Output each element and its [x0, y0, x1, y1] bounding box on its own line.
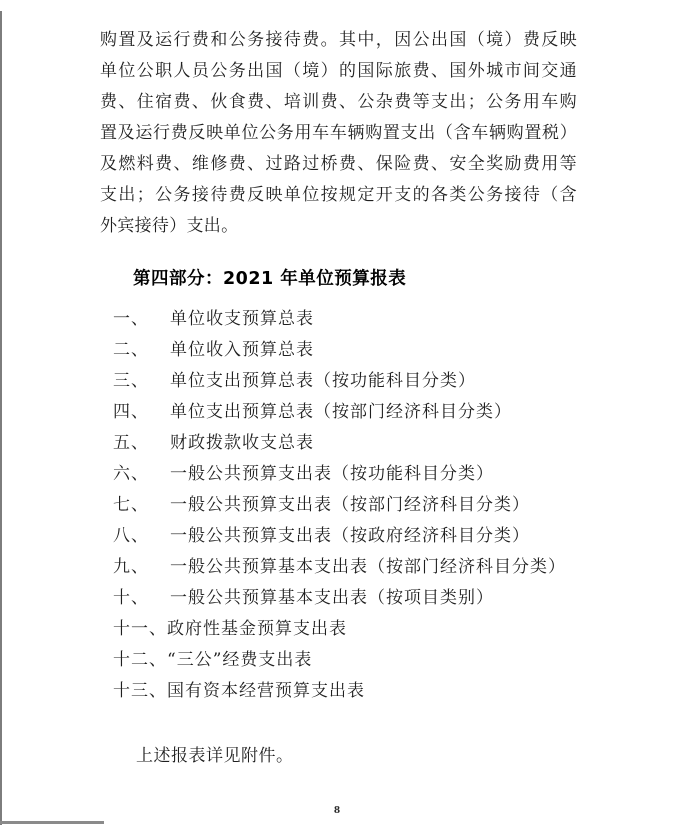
paragraph-line: 单位公职人员公务出国（境）的国际旅费、国外城市间交通	[100, 61, 577, 81]
item-number: 三、	[113, 371, 149, 391]
item-label: 财政拨款收支总表	[170, 433, 314, 453]
item-number: 五、	[113, 433, 149, 453]
section-heading: 第四部分：2021 年单位预算报表	[133, 269, 407, 289]
report-list-item	[113, 614, 577, 645]
scan-edge-bottom-artifact	[0, 821, 104, 824]
page-content	[100, 25, 577, 772]
item-label: 一般公共预算支出表（按功能科目分类）	[170, 464, 494, 484]
paragraph-line: 支出；公务接待费反映单位按规定开支的各类公务接待（含	[100, 185, 577, 205]
scan-edge-left-artifact	[0, 11, 2, 825]
report-list-item	[113, 552, 577, 583]
report-list-item	[113, 583, 577, 614]
report-list-item	[113, 459, 577, 490]
item-number: 八、	[113, 526, 149, 546]
page-number: 8	[333, 806, 341, 816]
closing-note: 上述报表详见附件。	[136, 746, 294, 766]
item-label: 一般公共预算支出表（按部门经济科目分类）	[170, 495, 530, 515]
item-label: “三公”经费支出表	[167, 650, 313, 670]
item-label: 国有资本经营预算支出表	[167, 681, 365, 701]
item-number: 四、	[113, 402, 149, 422]
paragraph-line: 费、住宿费、伙食费、培训费、公杂费等支出；公务用车购	[100, 92, 577, 112]
item-number: 一、	[113, 309, 149, 329]
report-list-item	[113, 490, 577, 521]
report-list-item	[113, 397, 577, 428]
item-number: 十、	[113, 588, 149, 608]
paragraph-line: 购置及运行费和公务接待费。其中，因公出国（境）费反映	[100, 30, 577, 50]
report-list-item	[113, 366, 577, 397]
report-list	[100, 304, 577, 707]
item-number: 十一、	[113, 619, 167, 639]
item-label: 单位收支预算总表	[170, 309, 314, 329]
report-list-item	[113, 645, 577, 676]
paragraph-line: 置及运行费反映单位公务用车车辆购置支出（含车辆购置税）	[100, 123, 577, 143]
report-list-item	[113, 335, 577, 366]
intro-paragraph	[100, 25, 577, 242]
item-label: 政府性基金预算支出表	[167, 619, 347, 639]
item-label: 一般公共预算基本支出表（按项目类别）	[170, 588, 494, 608]
item-label: 一般公共预算支出表（按政府经济科目分类）	[170, 526, 530, 546]
report-list-item	[113, 428, 577, 459]
paragraph-line: 外宾接待）支出。	[100, 216, 239, 236]
item-label: 一般公共预算基本支出表（按部门经济科目分类）	[170, 557, 566, 577]
item-number: 九、	[113, 557, 149, 577]
item-label: 单位收入预算总表	[170, 340, 314, 360]
item-number: 十三、	[113, 681, 167, 701]
item-number: 二、	[113, 340, 149, 360]
item-label: 单位支出预算总表（按功能科目分类）	[170, 371, 476, 391]
paragraph-line: 及燃料费、维修费、过路过桥费、保险费、安全奖励费用等	[100, 154, 577, 174]
report-list-item	[113, 521, 577, 552]
item-number: 七、	[113, 495, 149, 515]
item-number: 十二、	[113, 650, 167, 670]
item-number: 六、	[113, 464, 149, 484]
item-label: 单位支出预算总表（按部门经济科目分类）	[170, 402, 512, 422]
report-list-item	[113, 676, 577, 707]
report-list-item	[113, 304, 577, 335]
